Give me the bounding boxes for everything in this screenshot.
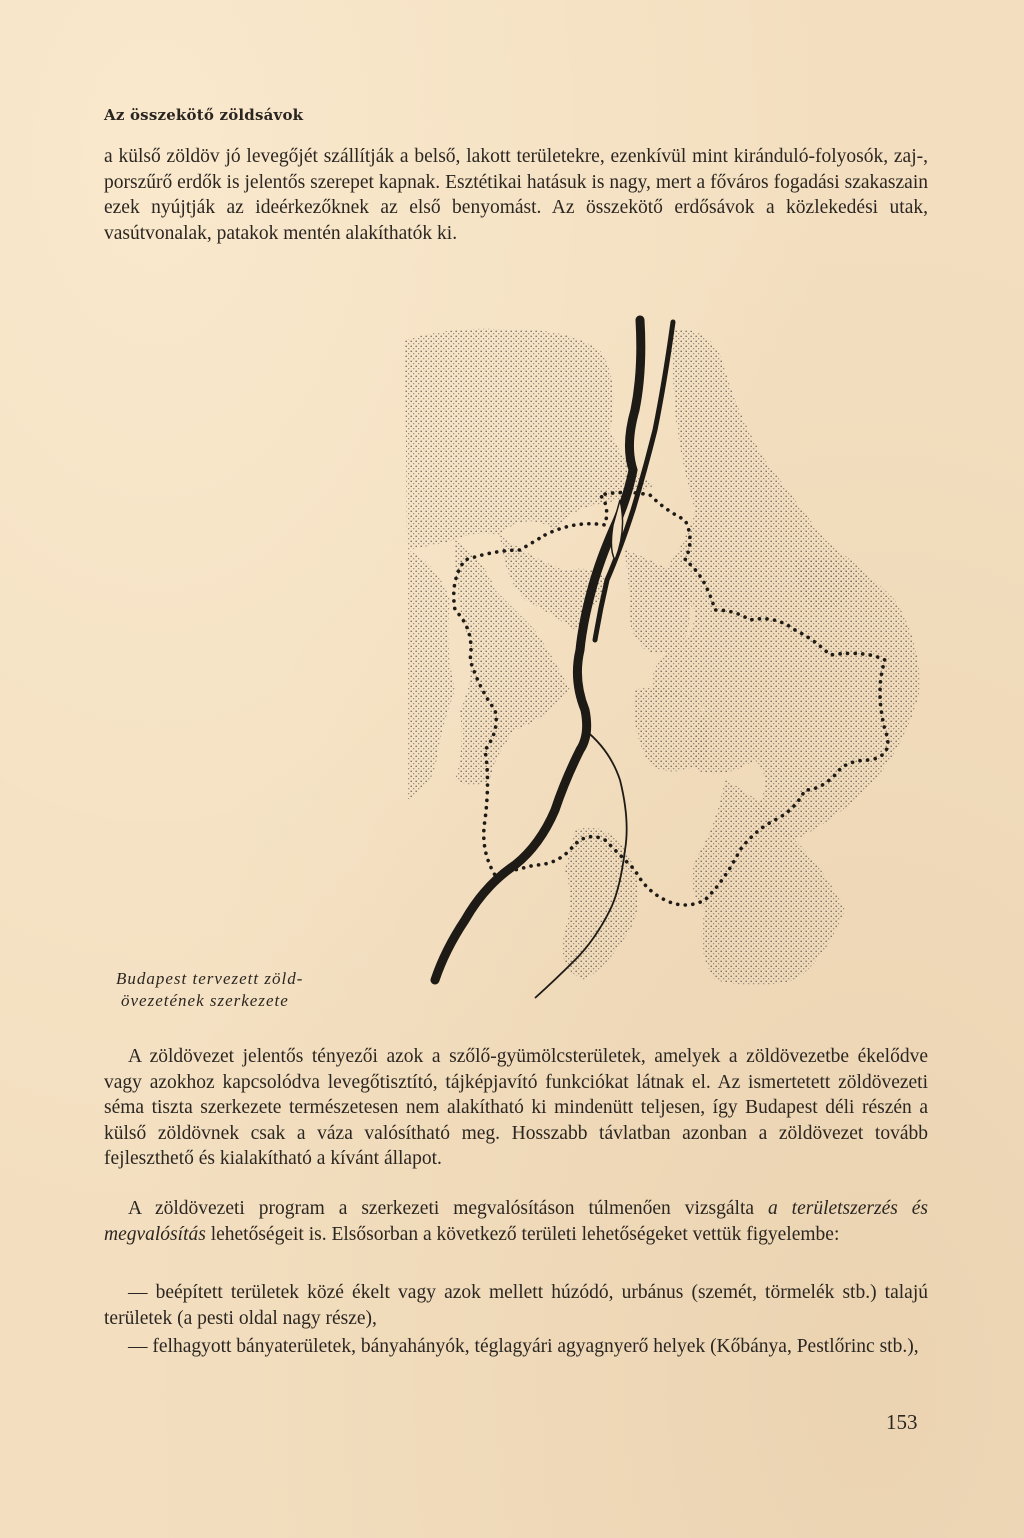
figure-caption bbox=[116, 968, 366, 1012]
green-belt-stipple bbox=[405, 329, 920, 985]
paragraph-3-text-b: lehetőségeit is. Elsősorban a következő területi lehetőségeket vettük figyelembe: bbox=[205, 1223, 840, 1245]
paragraph-3-italic: a területszerzés és megvalósítás bbox=[104, 1198, 928, 1245]
page-number: 153 bbox=[886, 1410, 918, 1434]
list-item-2: — felhagyott bányaterületek, bányahányók, téglagyári agyagnyerő helyek (Kőbánya, Pestlőrinc stb.), bbox=[128, 1336, 919, 1357]
list-item-1: — beépített területek közé ékelt vagy azok mellett húzódó, urbánus (szemét, törmelék stb.) talajú területek (a pesti oldal nagy része), bbox=[104, 1282, 928, 1329]
paragraph-1: a külső zöldöv jó levegőjét szállítják a belső, lakott területekre, ezenkívül mint kiránduló-folyosók, zaj-, porszűrő erdők is jelentős szerepet kapnak. Esztétikai hatásuk is nagy, mert a főváros fogadási szakaszain ezek nyújtják az ideérkezőknek az első benyomást. Az összekötő erdősávok a közlekedési utak, vasútvonalak, patakok mentén alakíthatók ki. bbox=[104, 146, 928, 244]
caption-line-1: Budapest tervezett zöld- bbox=[116, 969, 304, 988]
paragraph-3 bbox=[104, 1196, 928, 1247]
section-heading: Az összekötő zöldsávok bbox=[104, 106, 304, 124]
paragraph-2: A zöldövezet jelentős tényezői azok a szőlő-gyümölcsterületek, amelyek a zöldövezetbe ékelődve vagy azokhoz kapcsolódva levegőtisztító, tájképjavító funkciókat látnak el. Az ismertetett zöldövezeti séma tiszta szerkezete természetesen nem alakítható ki mindenütt teljesen, így Budapest déli részén a külső zöldövnek csak a váza valósítható meg. Hosszabb távlatban azonban a zöldövezet tovább fejleszthető és kialakítható a kívánt állapot. bbox=[104, 1046, 928, 1170]
paragraph-3-text-a: A zöldövezeti program a szerkezeti megvalósításon túlmenően vizsgálta bbox=[128, 1198, 768, 1219]
caption-line-2: övezetének szerkezete bbox=[121, 991, 289, 1010]
budapest-greenbelt-map bbox=[395, 310, 935, 1000]
